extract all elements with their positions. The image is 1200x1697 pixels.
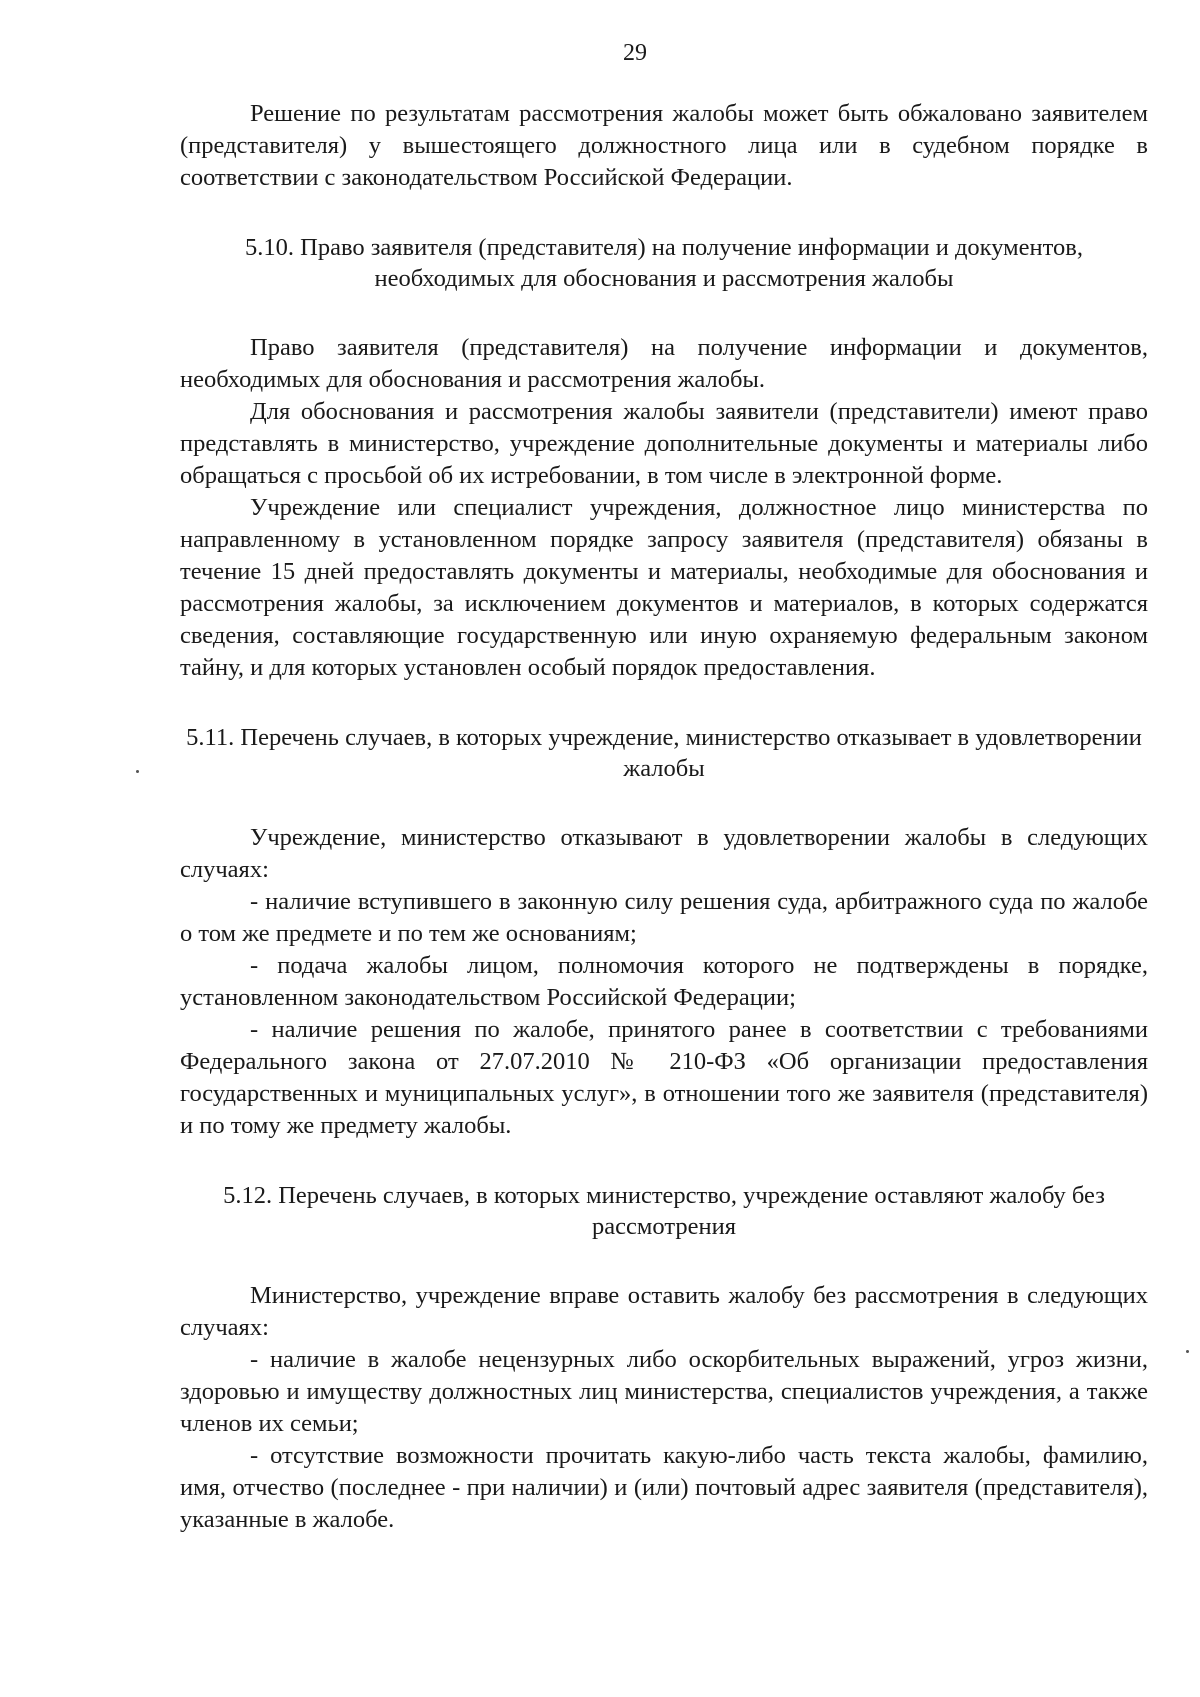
list-item-obscene-language: - наличие в жалобе нецензурных либо оскорбительных выражений, угроз жизни, здоровью и имуществу должностных лиц министерства, специалистов учреждения, а также членов их семьи; — [180, 1346, 1148, 1437]
section-heading-5-12: 5.12. Перечень случаев, в которых министерство, учреждение оставляют жалобу без рассмотрения — [223, 1182, 1105, 1240]
list-item-prior-decision: - наличие решения по жалобе, принятого ранее в соответствии с требованиями Федерального закона от 27.07.2010 № 210-ФЗ «Об организации предоставления государственных и муниципальных услуг», в отношении того же заявителя (представителя) и по тому же предмету жалобы. — [180, 1016, 1148, 1139]
paragraph-no-review-intro: Министерство, учреждение вправе оставить жалобу без рассмотрения в следующих случаях: — [180, 1282, 1148, 1341]
scan-speck — [136, 770, 139, 773]
paragraph-additional-documents: Для обоснования и рассмотрения жалобы заявители (представители) имеют право представлять в министерство, учреждение дополнительные документы и материалы либо обращаться с просьбой об их истребовании, в том числе в электронной форме. — [180, 398, 1148, 489]
scan-speck — [1186, 1350, 1189, 1353]
list-item-court-decision: - наличие вступившего в законную силу решения суда, арбитражного суда по жалобе о том же предмете и по тем же основаниям; — [180, 888, 1148, 947]
paragraph-right-to-info: Право заявителя (представителя) на получение информации и документов, необходимых для обоснования и рассмотрения жалобы. — [180, 334, 1148, 393]
paragraph-refusal-intro: Учреждение, министерство отказывают в удовлетворении жалобы в следующих случаях: — [180, 824, 1148, 883]
section-heading-5-10: 5.10. Право заявителя (представителя) на получение информации и документов, необходимых для обоснования и рассмотрения жалобы — [245, 234, 1083, 292]
paragraph-appeal-decision: Решение по результатам рассмотрения жалобы может быть обжаловано заявителем (представителя) у вышестоящего должностного лица или в судебном порядке в соответствии с законодательством Российской Федерации. — [180, 100, 1148, 191]
section-heading-5-11: 5.11. Перечень случаев, в которых учреждение, министерство отказывает в удовлетворении жалобы — [186, 724, 1142, 782]
paragraph-15-days: Учреждение или специалист учреждения, должностное лицо министерства по направленному в установленном порядке запросу заявителя (представителя) обязаны в течение 15 дней предоставлять документы и материалы, необходимые для обоснования и рассмотрения жалобы, за исключением документов и материалов, в которых содержатся сведения, составляющие государственную или иную охраняемую федеральным законом тайну, и для которых установлен особый порядок предоставления. — [180, 494, 1148, 681]
page-number: 29 — [623, 40, 647, 66]
list-item-unconfirmed-authority: - подача жалобы лицом, полномочия которого не подтверждены в порядке, установленном законодательством Российской Федерации; — [180, 952, 1148, 1011]
list-item-unreadable-text: - отсутствие возможности прочитать какую-либо часть текста жалобы, фамилию, имя, отчество (последнее - при наличии) и (или) почтовый адрес заявителя (представителя), указанные в жалобе. — [180, 1442, 1148, 1533]
page-content — [180, 98, 1148, 1536]
